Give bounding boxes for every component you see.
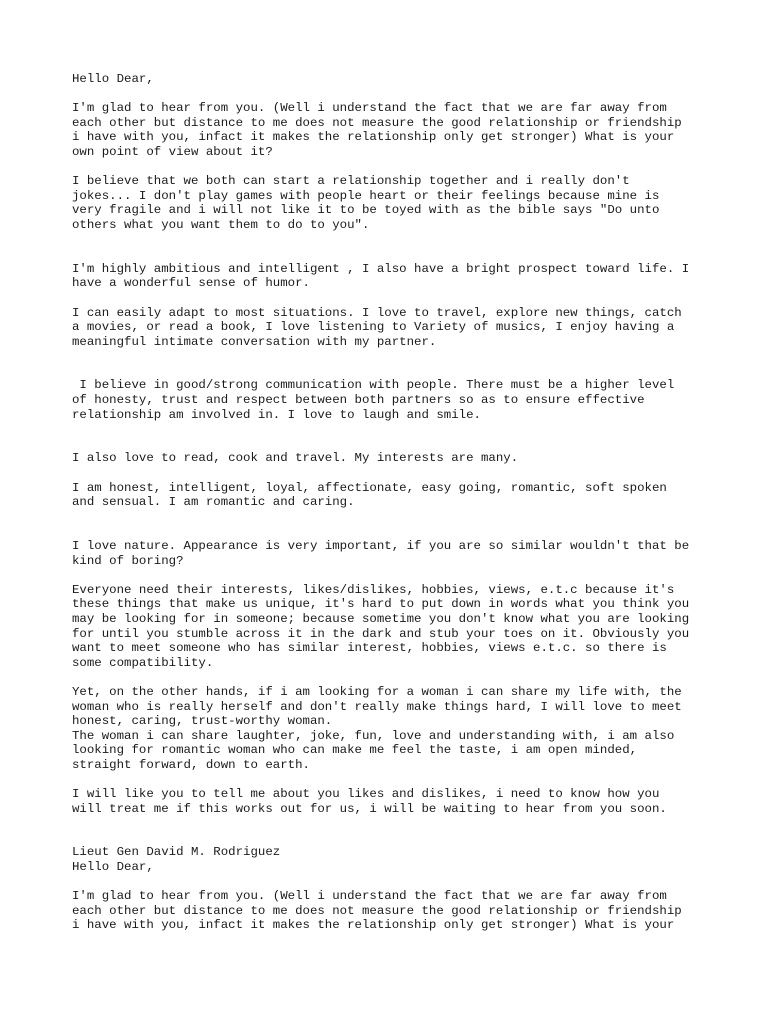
text-line: very fragile and i will not like it to be toyed with as the bible says "Do unto	[72, 203, 660, 218]
paragraph-adapt	[72, 306, 712, 350]
text-line: I also love to read, cook and travel. My interests are many.	[72, 451, 519, 466]
text-line: I believe that we both can start a relationship together and i really don't	[72, 174, 630, 189]
greeting: Hello Dear,	[72, 72, 154, 86]
text-line: these things that make us unique, it's hard to put down in words what you think you	[72, 597, 690, 612]
paragraph-everyone	[72, 583, 712, 671]
text-line: I'm glad to hear from you. (Well i understand the fact that we are far away from	[72, 101, 667, 116]
text-line: looking for romantic woman who can make me feel the taste, i am open minded,	[72, 743, 638, 758]
paragraph-glad-to-hear	[72, 101, 712, 159]
text-line: I will like you to tell me about you likes and dislikes, i need to know how you	[72, 787, 660, 802]
text-line: straight forward, down to earth.	[72, 757, 310, 772]
paragraph-closing	[72, 787, 712, 816]
text-line: I am honest, intelligent, loyal, affectionate, easy going, romantic, soft spoken	[72, 480, 667, 495]
paragraph-ambitious	[72, 262, 712, 291]
greeting-repeat: Hello Dear,	[72, 860, 154, 875]
paragraph-interests	[72, 451, 712, 466]
text-line: and sensual. I am romantic and caring.	[72, 495, 355, 510]
text-line: jokes... I don't play games with people heart or their feelings because mine is	[72, 188, 660, 203]
text-line: Everyone need their interests, likes/dislikes, hobbies, views, e.t.c because it's	[72, 582, 675, 597]
text-line: will treat me if this works out for us, i will be waiting to hear from you soon.	[72, 801, 667, 816]
text-line: have a wonderful sense of humor.	[72, 276, 310, 291]
text-line: may be looking for in someone; because sometime you don't know what you are looking	[72, 611, 690, 626]
paragraph-honest	[72, 481, 712, 510]
text-line: each other but distance to me does not measure the good relationship or friendship	[72, 115, 682, 130]
text-line: meaningful intimate conversation with my partner.	[72, 334, 437, 349]
text-line: The woman i can share laughter, joke, fun, love and understanding with, i am also	[72, 728, 675, 743]
text-line: each other but distance to me does not measure the good relationship or friendship	[72, 903, 682, 918]
text-line: a movies, or read a book, I love listening to Variety of musics, I enjoy having a	[72, 320, 675, 335]
text-line: honest, caring, trust-worthy woman.	[72, 714, 333, 729]
text-line: I'm highly ambitious and intelligent , I also have a bright prospect toward life. I	[72, 261, 690, 276]
text-line: I can easily adapt to most situations. I love to travel, explore new things, catch	[72, 305, 682, 320]
text-line: others what you want them to do to you".	[72, 217, 370, 232]
text-line: want to meet someone who has similar interest, hobbies, views e.t.c. so there is	[72, 641, 667, 656]
text-line: kind of boring?	[72, 553, 184, 568]
paragraph-communication	[72, 378, 712, 422]
signature: Lieut Gen David M. Rodriguez	[72, 845, 281, 860]
text-line: for until you stumble across it in the dark and stub your toes on it. Obviously you	[72, 626, 690, 641]
text-line: I'm glad to hear from you. (Well i understand the fact that we are far away from	[72, 889, 667, 904]
text-line: i have with you, infact it makes the relationship only get stronger) What is your	[72, 130, 675, 145]
paragraph-nature	[72, 539, 712, 568]
text-line: own point of view about it?	[72, 144, 273, 159]
text-line: some compatibility.	[72, 655, 214, 670]
text-line: i have with you, infact it makes the relationship only get stronger) What is your	[72, 918, 675, 933]
text-line: I believe in good/strong communication with people. There must be a higher level	[72, 378, 675, 393]
text-line: relationship am involved in. I love to laugh and smile.	[72, 407, 481, 422]
text-line: woman who is really herself and don't really make things hard, I will love to meet	[72, 699, 682, 714]
text-line: of honesty, trust and respect between both partners so as to ensure effective	[72, 393, 645, 408]
paragraph-relationship	[72, 174, 712, 232]
paragraph-looking-for	[72, 685, 712, 773]
paragraph-glad-to-hear-repeat	[72, 889, 712, 933]
letter-page	[72, 72, 712, 933]
text-line: Yet, on the other hands, if i am looking for a woman i can share my life with, the	[72, 684, 682, 699]
text-line: I love nature. Appearance is very important, if you are so similar wouldn't that be	[72, 539, 690, 553]
